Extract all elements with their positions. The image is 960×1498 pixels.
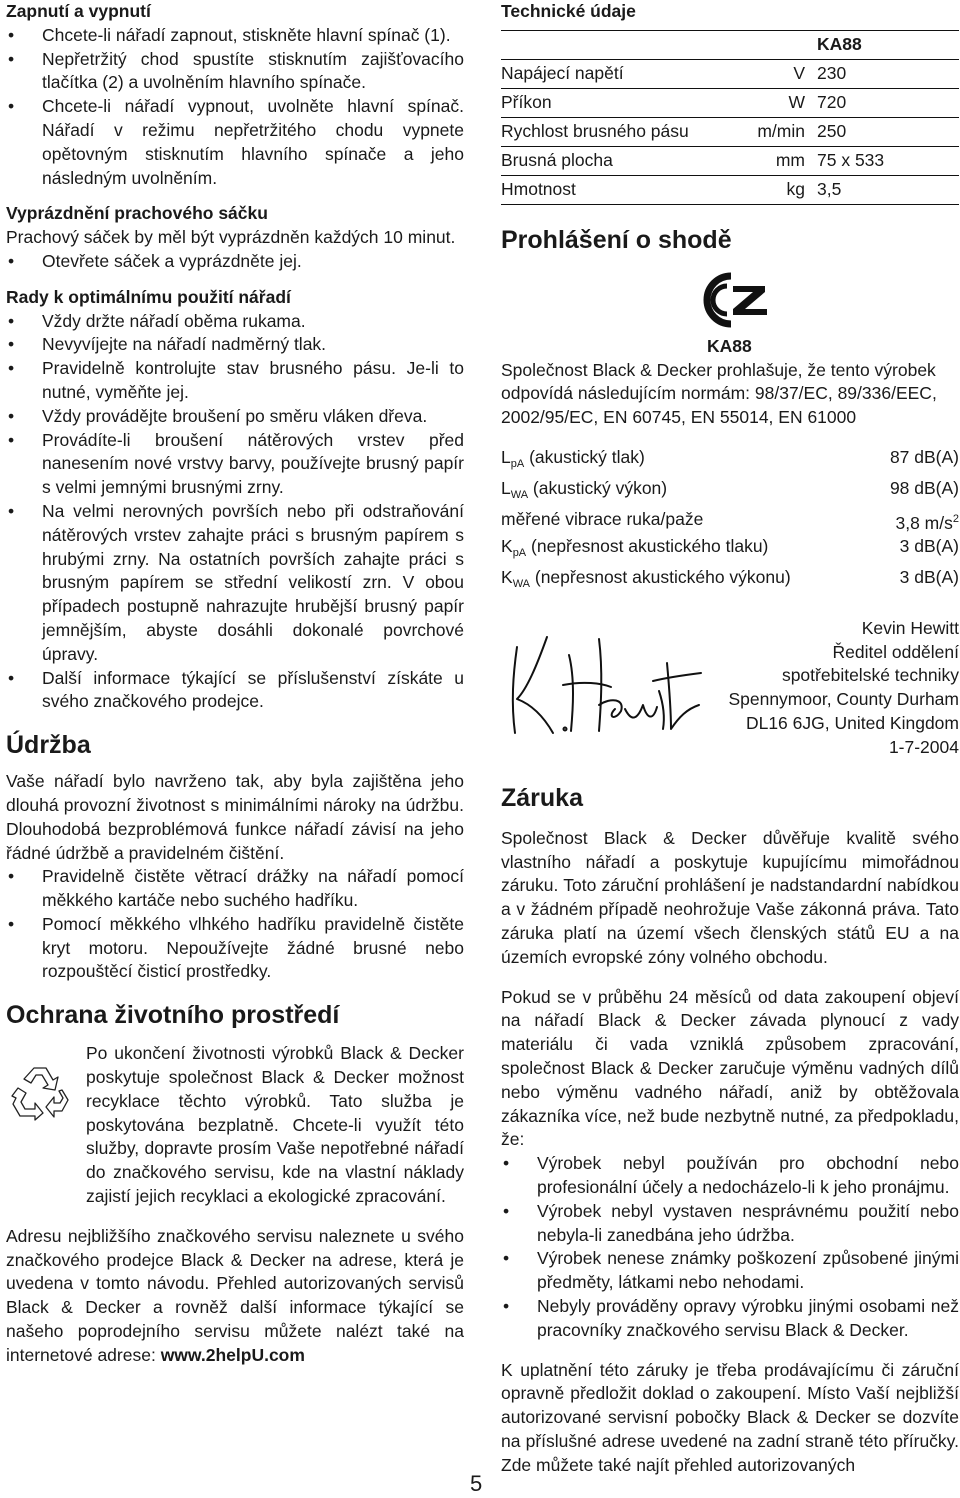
section-title-dust-bag: Vyprázdnění prachového sáčku — [6, 203, 268, 224]
section-title-maintenance: Údržba — [6, 731, 91, 760]
acoustic-row — [501, 446, 959, 477]
acoustic-row — [501, 508, 959, 536]
signer-name: Kevin Hewitt — [861, 617, 959, 638]
acoustic-symbol: $L_{WA}$ — [501, 477, 529, 501]
power-list — [6, 24, 464, 191]
list-item: • Další informace týkající se příslušenství získáte u svého značkového prodejce. — [6, 667, 464, 715]
list-item: • Pravidelně kontrolujte stav brusného pásu. Je-li to nutné, vyměňte jej. — [6, 357, 464, 405]
table-cell-unit: kg — [786, 178, 805, 199]
list-item: • Pomocí měkkého vlhkého hadříku pravidelně čistěte kryt motoru. Nepoužívejte žádné brusné nebo rozpouštěcí čisticí prostředky. — [6, 913, 464, 984]
acoustic-row — [501, 477, 959, 508]
dust-bag-list — [6, 250, 464, 274]
table-cell-label: Napájecí napětí — [501, 62, 624, 83]
environment-text: Po ukončení životnosti výrobků Black & Decker poskytuje společnost Black & Decker možnost recyklace těchto výrobků. Tato služba je poskytována bezplatně. Chcete-li využít této služby, dopravte prosím Vaše nepotřebné nářadí do značkového servisu, kde na vlastní náklady zajistí jejich recyklaci a ekologické zpracování. — [86, 1043, 464, 1207]
signer-address: DL16 6JG, United Kingdom — [745, 712, 959, 733]
acoustic-value: 98 dB(A) — [889, 477, 959, 498]
tech-data-table — [501, 30, 959, 205]
table-cell-value: 75 x 533 — [817, 149, 885, 170]
service-url-link[interactable]: www.2helpU.com — [160, 1344, 305, 1365]
acoustic-symbol: $K_{pA}$ — [501, 536, 527, 560]
list-item: • Výrobek nebyl vystaven nesprávnému použití nebo nebyla-li zanedbána jeho údržba. — [501, 1200, 959, 1248]
acoustic-value: 3 dB(A) — [899, 536, 959, 557]
list-item: • Nepřetržitý chod spustíte stisknutím zajišťovacího tlačítka (2) a uvolněním hlavního spínače. — [6, 48, 464, 96]
list-item: • Chcete-li nářadí zapnout, stiskněte hlavní spínač (1). — [6, 24, 464, 48]
service-address-body: Adresu nejbližšího značkového servisu naleznete u svého značkového prodejce Black & Decker na adrese, která je uvedena v tomto návodu. Přehled autorizovaných servisů Black & Decker a rovněž další informace týkající se našeho poprodejního servisu můžete nalézt také na internetové adrese: — [6, 1225, 464, 1365]
service-address-text — [6, 1225, 464, 1368]
declaration-text: Společnost Black & Decker prohlašuje, že tento výrobek odpovídá následujícím normám: 98/37/EC, 89/336/EEC, 2002/95/EC, EN 60745, EN 55014, EN 61000 — [501, 359, 937, 428]
warranty-conditions-list — [501, 1152, 959, 1342]
maintenance-text: Vaše nářadí bylo navrženo tak, aby byla zajištěna jeho dlouhá provozní životnost s minimálními nároky na údržbu. Dlouhodobá bezproblémová funkce nářadí závisí na jeho řádné údržbě a pravidelném čištění. — [6, 771, 464, 863]
acoustic-label: (nepřesnost akustického výkonu) — [534, 567, 791, 587]
left-column — [6, 0, 464, 1368]
list-item: • Pravidelně čistěte větrací drážky na nářadí pomocí měkkého kartáče nebo suchého hadříku. — [6, 865, 464, 913]
table-row — [501, 89, 959, 118]
table-cell-unit: mm — [775, 149, 805, 170]
table-cell-label: Hmotnost — [501, 178, 576, 199]
signer-role: Ředitel oddělení — [832, 641, 959, 662]
acoustic-symbol: $L_{pA}$ — [501, 446, 525, 470]
table-cell-label: Brusná plocha — [501, 149, 613, 170]
maintenance-list — [6, 865, 464, 984]
signer-details — [728, 617, 959, 760]
tips-list — [6, 310, 464, 715]
tech-model: KA88 — [817, 33, 862, 54]
list-item: • Otevřete sáček a vyprázdněte jej. — [6, 250, 464, 274]
table-cell-value: 3,5 — [817, 178, 842, 199]
section-title-environment: Ochrana životního prostředí — [6, 1001, 340, 1030]
warranty-paragraph: Společnost Black & Decker důvěřuje kvalitě svého vlastního nářadí a poskytuje kupujícímu mimořádnou záruku. Toto záruční prohlášení je nadstandardní nabídkou a v žádném případě neohrožuje Vaše zákonná práva. Tato záruka platí na území všech členských států EU a na územích evropské zóny volného obchodu. — [501, 827, 959, 967]
acoustic-values — [501, 446, 959, 597]
table-row — [501, 176, 959, 205]
table-cell-unit: V — [793, 62, 805, 83]
list-item: • Nevyvíjejte na nářadí nadměrný tlak. — [6, 333, 464, 357]
table-cell-value: 230 — [817, 62, 847, 83]
handwritten-signature — [503, 625, 703, 745]
acoustic-value: 87 dB(A) — [889, 446, 959, 467]
table-header-row — [501, 31, 959, 60]
list-item: • Provádíte-li broušení nátěrových vrstev před nanesením nové vrstvy barvy, používejte brusný papír s velmi jemnými brusnými zrny. — [6, 429, 464, 500]
tech-data-title: Technické údaje — [501, 1, 636, 21]
recycle-icon — [6, 1042, 86, 1209]
list-item: • Vždy provádějte broušení po směru vláken dřeva. — [6, 405, 464, 429]
signer-role: spotřebitelské techniky — [781, 665, 959, 686]
table-cell-label: Rychlost brusného pásu — [501, 120, 689, 141]
signature-block — [501, 617, 959, 779]
declaration-model: KA88 — [707, 335, 752, 356]
acoustic-value: 3,8 $m/s^2$ — [895, 512, 959, 533]
right-column — [501, 0, 959, 1478]
list-item: • Výrobek nebyl používán pro obchodní nebo profesionální účely a nedocházelo-li k jeho pronájmu. — [501, 1152, 959, 1200]
signer-date: 1-7-2004 — [888, 736, 959, 757]
table-cell-unit: m/min — [757, 120, 805, 141]
table-row — [501, 147, 959, 176]
section-title-declaration: Prohlášení o shodě — [501, 225, 732, 254]
table-cell-value: 250 — [817, 120, 847, 141]
acoustic-row — [501, 566, 959, 597]
table-cell-value: 720 — [817, 91, 847, 112]
section-title-tips: Rady k optimálnímu použití nářadí — [6, 286, 291, 307]
table-cell-unit: W — [788, 91, 805, 112]
page-number: 5 — [470, 1471, 483, 1496]
acoustic-symbol: $K_{WA}$ — [501, 567, 530, 590]
list-item: • Výrobek nenese známky poškození způsobené jinými předměty, látkami nebo nehodami. — [501, 1247, 959, 1295]
acoustic-label: (nepřesnost akustického tlaku) — [531, 536, 769, 557]
section-title-warranty: Záruka — [501, 783, 583, 812]
table-cell-label: Příkon — [501, 91, 552, 112]
list-item: • Nebyly prováděny opravy výrobku jinými osobami než pracovníky značkového servisu Black & Decker. — [501, 1295, 959, 1343]
acoustic-label: měřené vibrace ruka/paže — [501, 508, 704, 529]
warranty-paragraph: K uplatnění této záruky je třeba prodávajícímu či záruční opravně předložit doklad o zakoupení. Místo Vaší nejbližší autorizované servisní pobočky Black & Decker se dozvíte na příslušné adrese uvedené na zadní straně této příručky. Zde můžete také najít přehled autorizovaných — [501, 1359, 959, 1475]
list-item: • Na velmi nerovných površích nebo při odstraňování nátěrových vrstev zahajte práci s brusným papírem s hrubými zrny. Na ostatních površích zahajte práci s brusným papírem se střední velikostí zrn. V obou případech postupně nahrazujte hrubější brusný papír jemnějším, abyste dosáhli dokonalé povrchové úpravy. — [6, 500, 464, 667]
warranty-paragraph: Pokud se v průběhu 24 měsíců od data zakoupení objeví na nářadí Black & Decker závada plynoucí z vady materiálu či vada vzniklá způsobem zpracování, společnost Black & Decker zaručuje výměnu vadných dílů nebo výměnu vadného nářadí, aniž by obtěžovala zákazníka více, než bude nezbytně nutné, za předpokladu, že: — [501, 986, 959, 1150]
list-item: • Chcete-li nářadí vypnout, uvolněte hlavní spínač. Nářadí v režimu nepřetržitého chodu vypnete opětovným stisknutím hlavního spínače a jeho následným uvolněním. — [6, 95, 464, 190]
table-row — [501, 60, 959, 89]
signer-address: Spennymoor, County Durham — [728, 689, 959, 710]
table-row — [501, 118, 959, 147]
acoustic-row — [501, 535, 959, 566]
environment-block — [6, 1042, 464, 1209]
acoustic-value: 3 dB(A) — [899, 567, 959, 587]
acoustic-label: (akustický výkon) — [532, 477, 668, 498]
section-title-power: Zapnutí a vypnutí — [6, 1, 151, 21]
acoustic-label: (akustický tlak) — [529, 446, 645, 467]
cz-conformity-logo — [693, 269, 773, 331]
dust-bag-text: Prachový sáček by měl být vyprázdněn každých 10 minut. — [6, 227, 456, 248]
list-item: • Vždy držte nářadí oběma rukama. — [6, 310, 464, 334]
